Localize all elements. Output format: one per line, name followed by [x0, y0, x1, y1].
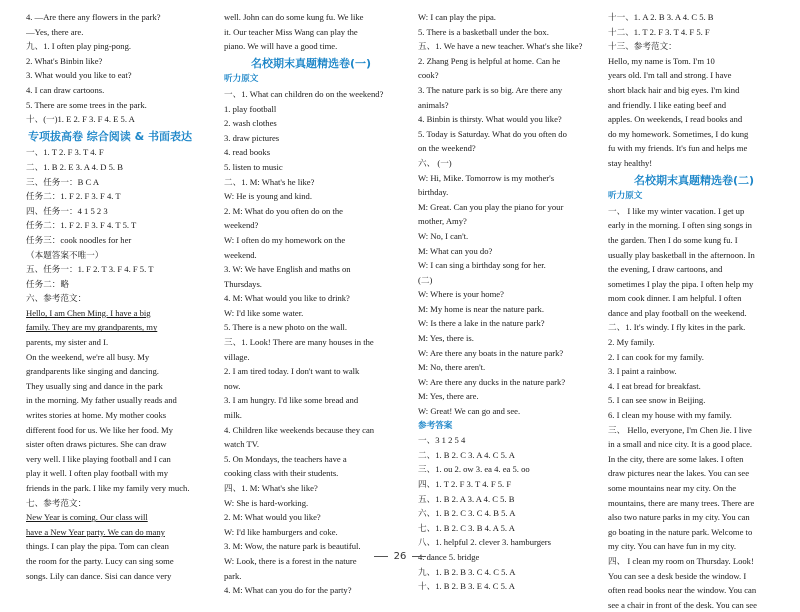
text-line: village.	[224, 351, 250, 362]
text-line: 5. There is a new photo on the wall.	[224, 322, 347, 333]
text-line: now.	[224, 380, 241, 391]
text-line: it. Our teacher Miss Wang can play the	[224, 26, 358, 37]
text-line: 五、1. B 2. A 3. A 4. C 5. B	[418, 493, 515, 504]
text-line: W: Are there any ducks in the nature park?	[418, 376, 566, 387]
text-line: 任务二：1. F 2. F 3. F 4. T	[26, 191, 121, 202]
text-line: Thursdays.	[224, 278, 262, 289]
text-line: 2. I am tired today. I don't want to walk	[224, 366, 360, 377]
text-line: mountains, there are many trees. There are	[608, 497, 755, 508]
text-line: 五、1. We have a new teacher. What's she like?	[418, 41, 583, 52]
text-line: early in the morning. I often sing songs in	[608, 220, 752, 231]
text-line: family. They are my grandparents, my	[26, 322, 158, 333]
text-line: very well. I like playing football and I can	[26, 453, 171, 464]
column-1	[26, 10, 194, 583]
text-line: 二、1. It's windy. I fly kites in the park.	[608, 322, 746, 333]
text-line: —Yes, there are.	[26, 26, 84, 37]
text-line: M: Great. Can you play the piano for your	[418, 201, 564, 212]
text-line: also two nature parks in my city. You can	[608, 512, 750, 523]
text-line: watch TV.	[224, 439, 260, 450]
text-line: W: Where is your home?	[418, 289, 504, 300]
text-line: 一、3 1 2 5 4	[418, 435, 466, 446]
text-line: draw pictures near the lakes. You can see	[608, 468, 750, 479]
text-line: sometimes I play the pipa. I often help my	[608, 278, 754, 289]
text-line: W: Are there any boats in the nature park?	[418, 347, 564, 358]
text-line: do my homework. Sometimes, I do kung	[608, 128, 749, 139]
text-line: W: I often do my homework on the	[224, 234, 346, 245]
page-number: 26	[0, 551, 800, 562]
text-line: 5. There is a basketball under the box.	[418, 26, 549, 37]
text-line: things. I can play the pipa. Tom can clean	[26, 541, 169, 552]
text-line: 十、(一)1. E 2. F 3. F 4. E 5. A	[26, 114, 135, 125]
text-line: 六、1. B 2. C 3. C 4. B 5. A	[418, 508, 516, 519]
text-line: M: What can you do?	[418, 245, 493, 256]
text-line: grandparents like singing and dancing.	[26, 366, 159, 377]
text-line: 十一、1. A 2. B 3. A 4. C 5. B	[608, 12, 714, 22]
text-line: cook?	[418, 70, 439, 81]
text-line: W: Hi, Mike. Tomorrow is my mother's	[418, 172, 555, 183]
text-line: go boating in the nature park. Welcome to	[608, 526, 753, 537]
text-line: （本题答案不唯一）	[26, 249, 104, 260]
text-line: W: Is there a lake in the nature park?	[418, 318, 545, 329]
section-title: 名校期末真题精选卷(一)	[250, 56, 372, 70]
text-line: 3. draw pictures	[224, 132, 280, 143]
text-line: 四、任务一：4 1 5 2 3	[26, 205, 108, 216]
text-line: fu with my friends. It's fun and helps me	[608, 143, 748, 154]
text-line: the evening, I draw cartoons, and	[608, 264, 723, 275]
text-line: New Year is coming. Our class will	[26, 512, 148, 523]
text-line: 4. M: What would you like to drink?	[224, 293, 350, 304]
text-line: 四、1. T 2. F 3. T 4. F 5. F	[418, 479, 512, 489]
text-line: 九、1. I often play ping-pong.	[26, 41, 132, 52]
text-line: W: She is hard-working.	[224, 497, 309, 508]
text-line: W: I'd like some water.	[224, 307, 304, 318]
text-line: cooking class with their students.	[224, 468, 339, 479]
text-line: 3. W: We have English and maths on	[224, 264, 351, 275]
text-line: 十、1. B 2. B 3. E 4. C 5. A	[418, 581, 515, 592]
text-line: 三、任务一：B C A	[26, 176, 100, 187]
text-line: 九、1. B 2. B 3. C 4. C 5. A	[418, 566, 516, 577]
column-4	[608, 10, 780, 612]
text-line: parents, my sister and I.	[26, 337, 109, 348]
section-title: 专项拔高卷 综合阅读 & 书面表达	[27, 129, 193, 143]
column-2	[224, 10, 398, 598]
text-line: piano. We will have a good time.	[224, 41, 338, 52]
text-line: 三、 Hello, everyone, I'm Chen Jie. I live	[608, 424, 752, 435]
text-line: 一、1. What can children do on the weekend?	[224, 88, 384, 99]
text-line: weekend?	[224, 220, 259, 231]
text-line: 4. M: What can you do for the party?	[224, 585, 352, 596]
text-line: park.	[224, 570, 242, 581]
text-line: 5. I can see snow in Beijing.	[608, 395, 706, 406]
text-line: 七、1. B 2. C 3. B 4. A 5. A	[418, 522, 515, 533]
text-line: short black hair and big eyes. I'm kind	[608, 84, 740, 95]
text-line: 2. M: What do you often do on the	[224, 205, 343, 216]
text-line: apples. On weekends, I read books and	[608, 114, 743, 125]
text-line: have a New Year party. We can do many	[26, 526, 165, 537]
text-line: 4. I can draw cartoons.	[26, 84, 105, 95]
text-line: my city. You can have fun in my city.	[608, 541, 737, 552]
text-line: 3. I am hungry. I'd like some bread and	[224, 395, 359, 406]
text-line: usually play basketball in the afternoon. In	[608, 249, 755, 260]
text-line: In the city, there are some lakes. I often	[608, 453, 744, 464]
text-line: 1. play football	[224, 103, 277, 114]
text-line: 4. read books	[224, 147, 271, 158]
text-line: and friendly. I like eating beef and	[608, 99, 727, 110]
text-line: 4. Binbin is thirsty. What would you like?	[418, 114, 562, 125]
text-line: W: I can play the pipa.	[418, 12, 496, 22]
text-line: 2. wash clothes	[224, 118, 277, 129]
text-line: M: No, there aren't.	[418, 362, 486, 373]
text-line: 4. Children like weekends because they can	[224, 424, 375, 435]
text-line: 一、 I like my winter vacation. I get up	[608, 205, 745, 216]
text-line: 3. What would you like to eat?	[26, 70, 132, 81]
text-line: 3. I paint a rainbow.	[608, 366, 677, 377]
text-line: M: My home is near the nature park.	[418, 303, 545, 314]
text-line: see a chair in front of the desk. You can see	[608, 599, 757, 610]
text-line: 三、1. ou 2. ow 3. ea 4. ea 5. oo	[418, 464, 530, 475]
text-line: stay healthy!	[608, 157, 653, 168]
text-line: 6. I clean my house with my family.	[608, 410, 732, 421]
text-line: friends in the park. I like my family very much.	[26, 483, 190, 493]
column-3	[418, 10, 590, 594]
text-line: On the weekend, we're all busy. My	[26, 351, 150, 362]
text-line: 任务二：略	[26, 278, 69, 289]
text-line: 3. M: Wow, the nature park is beautiful.	[224, 541, 361, 552]
text-line: 六、 (一)	[418, 157, 452, 168]
text-line: 4. dance 5. bridge	[418, 551, 480, 562]
text-line: in the morning. My father usually reads and	[26, 395, 177, 406]
text-line: They usually sing and dance in the park	[26, 380, 163, 391]
text-line: Hello, I am Chen Ming. I have a big	[26, 307, 151, 318]
section-label: 听力原文	[224, 74, 259, 85]
text-line: 十三、参考范文：	[608, 41, 677, 52]
text-line: 二、1. M: What's he like?	[224, 176, 315, 187]
text-line: 四、 I clean my room on Thursday. Look!	[608, 555, 754, 566]
section-title: 名校期末真题精选卷(二)	[633, 173, 755, 187]
text-line: You can see a desk beside the window. I	[608, 570, 747, 581]
text-line: often read books near the window. You can	[608, 585, 757, 596]
text-line: birthday.	[418, 187, 449, 198]
section-label: 参考答案	[418, 420, 453, 431]
text-line: 二、1. B 2. C 3. A 4. C 5. A	[418, 449, 515, 460]
text-line: animals?	[418, 99, 449, 110]
text-line: 3. The nature park is so big. Are there any	[418, 84, 563, 95]
text-line: 2. Zhang Peng is helpful at home. Can he	[418, 55, 561, 66]
text-line: 4. —Are there any flowers in the park?	[26, 12, 161, 22]
text-line: 5. listen to music	[224, 161, 283, 172]
text-line: W: Look, there is a forest in the nature	[224, 555, 357, 566]
text-line: 八、1. helpful 2. clever 3. hamburgers	[418, 537, 552, 548]
text-line: songs. Lily can dance. Sisi can dance very	[26, 570, 172, 581]
text-line: 4. I eat bread for breakfast.	[608, 380, 701, 391]
text-line: W: No, I can't.	[418, 230, 469, 241]
text-line: 任务二：1. F 2. F 3. F 4. T 5. T	[26, 220, 137, 231]
text-line: play it well. I often play football with my	[26, 468, 169, 479]
text-line: milk.	[224, 410, 242, 421]
text-line: 三、1. Look! There are many houses in the	[224, 337, 374, 348]
text-line: M: Yes, there are.	[418, 391, 479, 402]
text-line: 七、参考范文：	[26, 497, 87, 508]
text-line: in a small and nice city. It is a good place.	[608, 439, 753, 450]
text-line: some mountains near my city. On the	[608, 483, 737, 493]
text-line: 2. I can cook for my family.	[608, 351, 704, 362]
text-line: 二、1. B 2. E 3. A 4. D 5. B	[26, 161, 123, 172]
text-line: 四、1. M: What's she like?	[224, 483, 318, 493]
text-line: on the weekend?	[418, 143, 476, 154]
text-line: 一、1. T 2. F 3. T 4. F	[26, 147, 104, 158]
text-line: dance and play football on the weekend.	[608, 307, 747, 318]
text-line: 2. What's Binbin like?	[26, 55, 103, 66]
text-line: 十二、1. T 2. F 3. T 4. F 5. F	[608, 26, 710, 37]
text-line: weekend.	[224, 249, 257, 260]
text-line: writes stories at home. My mother cooks	[26, 410, 167, 421]
text-line: mom cook dinner. I am helpful. I often	[608, 293, 742, 304]
text-line: 五、任务一：1. F 2. T 3. F 4. F 5. T	[26, 264, 154, 275]
text-line: M: Yes, there is.	[418, 333, 474, 344]
text-line: W: Great! We can go and see.	[418, 406, 521, 417]
text-line: W: I can sing a birthday song for her.	[418, 260, 546, 271]
text-line: Hello, my name is Tom. I'm 10	[608, 55, 715, 66]
text-line: well. John can do some kung fu. We like	[224, 12, 364, 22]
text-line: the garden. Then I do some kung fu. I	[608, 234, 738, 245]
text-line: mother, Amy?	[418, 216, 467, 227]
text-line: 任务三：cook noodles for her	[26, 234, 132, 245]
text-line: 5. There are some trees in the park.	[26, 99, 147, 110]
text-line: W: I'd like hamburgers and coke.	[224, 526, 338, 537]
text-line: the room for the party. Lucy can sing some	[26, 555, 174, 566]
text-line: W: He is young and kind.	[224, 191, 312, 202]
text-line: (二)	[418, 274, 433, 285]
text-line: 2. My family.	[608, 337, 655, 348]
text-line: 2. M: What would you like?	[224, 512, 321, 523]
text-line: years old. I'm tall and strong. I have	[608, 70, 732, 81]
text-line: 六、参考范文：	[26, 293, 87, 304]
text-line: sister often draws pictures. She can draw	[26, 439, 167, 450]
section-label: 听力原文	[608, 191, 643, 202]
text-line: 5. Today is Saturday. What do you often do	[418, 128, 567, 139]
text-line: different food for us. We like her food. My	[26, 424, 173, 435]
text-line: 5. On Mondays, the teachers have a	[224, 453, 347, 464]
